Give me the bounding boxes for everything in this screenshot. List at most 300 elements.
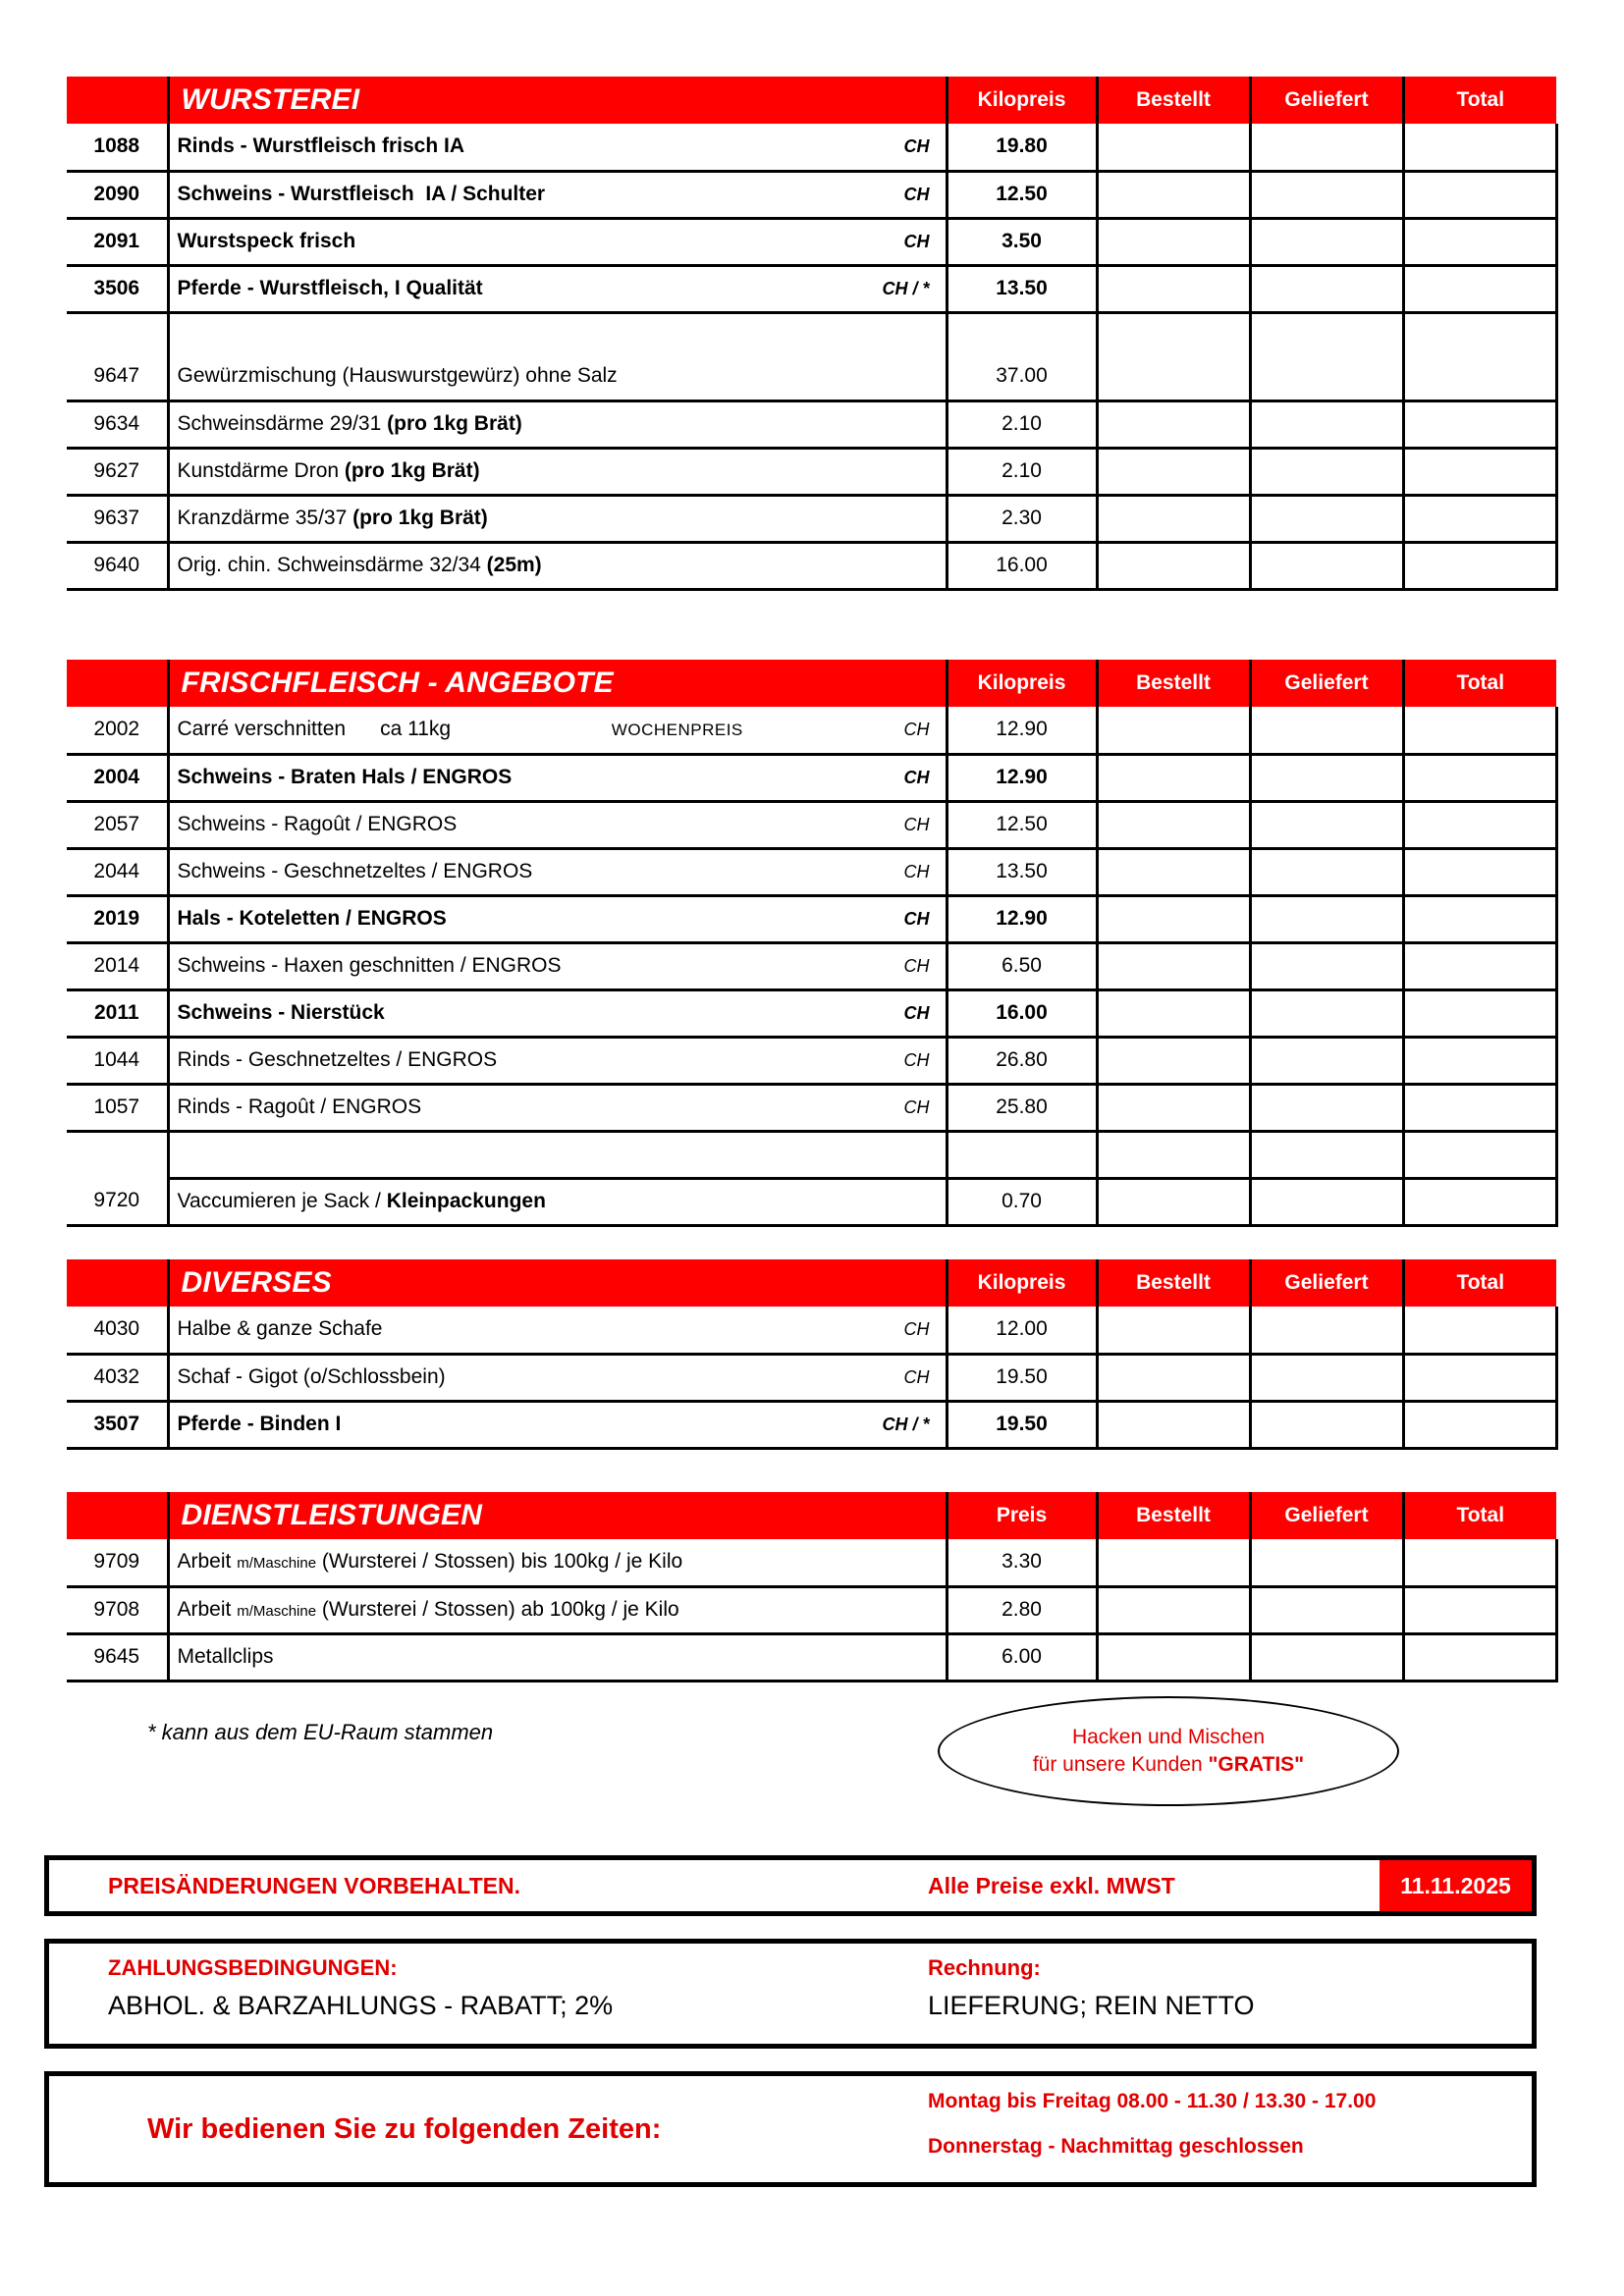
price-list-date: 11.11.2025 <box>1380 1860 1532 1911</box>
article-code: 4032 <box>67 1354 168 1401</box>
article-code: 2004 <box>67 754 168 801</box>
bestellt-input-cell[interactable] <box>1097 895 1250 942</box>
article-description-group <box>178 1645 274 1669</box>
article-price: 6.50 <box>947 942 1097 989</box>
article-price: 6.00 <box>947 1633 1097 1681</box>
geliefert-input-cell[interactable] <box>1250 1586 1403 1633</box>
total-input-cell[interactable] <box>1403 1131 1556 1178</box>
article-description: Carré verschnitten ca 11kg <box>177 718 452 741</box>
column-header-total: Total <box>1403 1492 1556 1539</box>
article-description: Hals - Koteletten / ENGROS <box>177 907 447 930</box>
article-description-cell <box>168 400 947 448</box>
gratis-word: "GRATIS" <box>1208 1753 1305 1776</box>
article-price: 19.50 <box>947 1354 1097 1401</box>
total-input-cell[interactable] <box>1403 400 1556 448</box>
section-header-row <box>67 1259 1556 1307</box>
total-input-cell[interactable] <box>1403 754 1556 801</box>
article-description-cell <box>168 312 947 353</box>
article-code: 1088 <box>67 124 168 171</box>
bestellt-input-cell[interactable] <box>1097 1586 1250 1633</box>
article-note: WOCHENPREIS <box>611 721 743 740</box>
article-price: 19.80 <box>947 124 1097 171</box>
column-header-price: Kilopreis <box>947 1259 1097 1307</box>
article-description-cell <box>168 448 947 495</box>
geliefert-input-cell[interactable] <box>1250 1131 1403 1178</box>
article-origin: CH / * <box>882 279 930 298</box>
bestellt-input-cell[interactable] <box>1097 1131 1250 1178</box>
column-header-geliefert: Geliefert <box>1250 1259 1403 1307</box>
article-origin: CH <box>903 862 930 881</box>
article-description: Schweins - Ragoût / ENGROS <box>177 813 458 835</box>
article-description-cell <box>168 1037 947 1084</box>
article-origin: CH <box>903 1097 930 1117</box>
geliefert-input-cell[interactable] <box>1250 1307 1403 1354</box>
article-description: Vaccumieren je Sack / <box>177 1190 387 1212</box>
article-code: 1057 <box>67 1084 168 1131</box>
total-input-cell[interactable] <box>1403 353 1556 400</box>
geliefert-input-cell[interactable] <box>1250 495 1403 542</box>
total-input-cell[interactable] <box>1403 1354 1556 1401</box>
article-origin: CH <box>903 232 930 251</box>
vat-notice: Alle Preise exkl. MWST <box>928 1872 1175 1898</box>
geliefert-input-cell[interactable] <box>1250 1539 1403 1586</box>
article-description: Metallclips <box>177 1645 274 1668</box>
article-description-cell <box>168 1539 947 1586</box>
bestellt-input-cell[interactable] <box>1097 707 1250 754</box>
article-origin: CH <box>903 1050 930 1070</box>
article-description-group <box>178 364 618 388</box>
article-description-group <box>178 1550 683 1574</box>
article-price <box>947 312 1097 353</box>
article-price: 19.50 <box>947 1401 1097 1448</box>
geliefert-input-cell[interactable] <box>1250 801 1403 848</box>
article-description-group <box>178 954 562 978</box>
table-row <box>67 312 1556 353</box>
article-description: Gewürzmischung (Hauswurstgewürz) ohne Salz <box>177 364 618 388</box>
article-price <box>947 1131 1097 1178</box>
article-description-group <box>178 412 522 436</box>
article-code: 9640 <box>67 542 168 589</box>
article-price: 2.30 <box>947 495 1097 542</box>
payment-terms-label: ZAHLUNGSBEDINGUNGEN: <box>108 1955 398 1980</box>
article-description-group <box>178 230 356 253</box>
geliefert-input-cell[interactable] <box>1250 1037 1403 1084</box>
article-description-cell <box>168 942 947 989</box>
article-price: 12.90 <box>947 707 1097 754</box>
column-header-bestellt: Bestellt <box>1097 1492 1250 1539</box>
article-description-group <box>178 507 488 530</box>
article-description: Wurstspeck frisch <box>177 230 356 252</box>
invoice-label: Rechnung: <box>928 1955 1041 1980</box>
article-description-cell <box>168 1401 947 1448</box>
article-description-group <box>178 1365 446 1389</box>
opening-hours-weekdays: Montag bis Freitag 08.00 - 11.30 / 13.30 - 17.00 <box>928 2090 1377 2112</box>
column-header-price: Preis <box>947 1492 1097 1539</box>
article-origin: CH / * <box>882 1415 930 1434</box>
article-description-cell <box>168 1633 947 1681</box>
column-header-bestellt: Bestellt <box>1097 660 1250 707</box>
geliefert-input-cell[interactable] <box>1250 1354 1403 1401</box>
table-row <box>67 1084 1556 1131</box>
total-input-cell[interactable] <box>1403 1401 1556 1448</box>
article-description-cell <box>168 989 947 1037</box>
article-price: 12.90 <box>947 754 1097 801</box>
section-table <box>67 1259 1558 1450</box>
article-description: Schaf - Gigot (o/Schlossbein) <box>177 1365 446 1388</box>
payment-terms-column <box>108 1955 613 2021</box>
bestellt-input-cell[interactable] <box>1097 1178 1250 1225</box>
article-price: 13.50 <box>947 848 1097 895</box>
geliefert-input-cell[interactable] <box>1250 942 1403 989</box>
table-row <box>67 542 1556 589</box>
article-description: Schweins - Braten Hals / ENGROS <box>177 766 513 788</box>
table-row <box>67 1178 1556 1225</box>
article-code: 9647 <box>67 353 168 400</box>
section-diverses <box>67 1259 1558 1450</box>
article-description: Schweins - Nierstück <box>177 1001 385 1024</box>
bestellt-input-cell[interactable] <box>1097 1307 1250 1354</box>
article-description: Pferde - Wurstfleisch, I Qualität <box>177 277 483 299</box>
section-table <box>67 77 1558 591</box>
column-header-total: Total <box>1403 77 1556 124</box>
total-input-cell[interactable] <box>1403 707 1556 754</box>
bestellt-input-cell[interactable] <box>1097 124 1250 171</box>
article-price: 2.10 <box>947 400 1097 448</box>
article-origin: CH <box>903 815 930 834</box>
article-description-cell <box>168 1354 947 1401</box>
table-row <box>67 171 1556 218</box>
bestellt-input-cell[interactable] <box>1097 848 1250 895</box>
article-price: 25.80 <box>947 1084 1097 1131</box>
article-description: Schweins - Haxen geschnitten / ENGROS <box>177 954 562 977</box>
bestellt-input-cell[interactable] <box>1097 171 1250 218</box>
total-input-cell[interactable] <box>1403 218 1556 265</box>
article-description-group <box>178 554 542 577</box>
geliefert-input-cell[interactable] <box>1250 312 1403 353</box>
article-code: 9709 <box>67 1539 168 1586</box>
bestellt-input-cell[interactable] <box>1097 1037 1250 1084</box>
article-origin: CH <box>903 909 930 929</box>
total-input-cell[interactable] <box>1403 1037 1556 1084</box>
bestellt-input-cell[interactable] <box>1097 1401 1250 1448</box>
article-description-emphasis: (25m) <box>486 554 542 576</box>
total-input-cell[interactable] <box>1403 312 1556 353</box>
section-frischfleisch <box>67 660 1558 1227</box>
article-description-cell <box>168 353 947 400</box>
article-code: 2044 <box>67 848 168 895</box>
article-description: Orig. chin. Schweinsdärme 32/34 <box>177 554 487 576</box>
article-description-group <box>178 183 546 206</box>
article-code: 9627 <box>67 448 168 495</box>
total-input-cell[interactable] <box>1403 1539 1556 1586</box>
total-input-cell[interactable] <box>1403 265 1556 312</box>
total-input-cell[interactable] <box>1403 801 1556 848</box>
article-description: Pferde - Binden I <box>177 1413 342 1435</box>
total-input-cell[interactable] <box>1403 942 1556 989</box>
table-row <box>67 1401 1556 1448</box>
article-code: 9720 <box>67 1178 168 1225</box>
geliefert-input-cell[interactable] <box>1250 400 1403 448</box>
opening-hours-box <box>44 2071 1537 2187</box>
total-input-cell[interactable] <box>1403 448 1556 495</box>
column-header-total: Total <box>1403 1259 1556 1307</box>
article-description-pre: Arbeit <box>177 1550 238 1574</box>
article-code: 2019 <box>67 895 168 942</box>
section-title: DIENSTLEISTUNGEN <box>168 1492 947 1539</box>
geliefert-input-cell[interactable] <box>1250 754 1403 801</box>
table-row <box>67 707 1556 754</box>
article-description-cell <box>168 1084 947 1131</box>
article-code: 2090 <box>67 171 168 218</box>
column-header-bestellt: Bestellt <box>1097 77 1250 124</box>
article-description-emphasis: (pro 1kg Brät) <box>344 459 480 482</box>
total-input-cell[interactable] <box>1403 1178 1556 1225</box>
article-description-group <box>178 1317 383 1341</box>
eu-origin-footnote: * kann aus dem EU-Raum stammen <box>147 1720 494 1744</box>
article-price: 16.00 <box>947 989 1097 1037</box>
total-input-cell[interactable] <box>1403 1633 1556 1681</box>
article-price: 13.50 <box>947 265 1097 312</box>
gratis-line-2 <box>1033 1751 1304 1779</box>
price-notice-box <box>44 1855 1537 1916</box>
table-row <box>67 1354 1556 1401</box>
bestellt-input-cell[interactable] <box>1097 1633 1250 1681</box>
bestellt-input-cell[interactable] <box>1097 801 1250 848</box>
total-input-cell[interactable] <box>1403 848 1556 895</box>
total-input-cell[interactable] <box>1403 1586 1556 1633</box>
article-origin: CH <box>903 1319 930 1340</box>
article-code: 9637 <box>67 495 168 542</box>
bestellt-input-cell[interactable] <box>1097 312 1250 353</box>
article-description-group <box>178 1413 342 1436</box>
table-row <box>67 989 1556 1037</box>
article-description: Rinds - Geschnetzeltes / ENGROS <box>177 1048 498 1071</box>
table-row <box>67 1131 1556 1178</box>
section-table <box>67 660 1558 1227</box>
bestellt-input-cell[interactable] <box>1097 448 1250 495</box>
table-row <box>67 1037 1556 1084</box>
bestellt-input-cell[interactable] <box>1097 754 1250 801</box>
total-input-cell[interactable] <box>1403 124 1556 171</box>
article-description-small: m/Maschine <box>237 1555 317 1573</box>
article-description-cell <box>168 171 947 218</box>
total-input-cell[interactable] <box>1403 1084 1556 1131</box>
article-code: 9634 <box>67 400 168 448</box>
opening-hours-title: Wir bedienen Sie zu folgenden Zeiten: <box>147 2112 662 2145</box>
article-description-cell <box>168 124 947 171</box>
article-description-emphasis: Kleinpackungen <box>386 1190 546 1212</box>
article-description-cell <box>168 801 947 848</box>
article-description-group <box>178 860 533 883</box>
section-title: DIVERSES <box>168 1259 947 1307</box>
section-header-row <box>67 77 1556 124</box>
column-header-price: Kilopreis <box>947 660 1097 707</box>
article-origin: CH <box>903 956 930 976</box>
geliefert-input-cell[interactable] <box>1250 707 1403 754</box>
geliefert-input-cell[interactable] <box>1250 895 1403 942</box>
section-header-row <box>67 1492 1556 1539</box>
article-description-group <box>178 813 458 836</box>
geliefert-input-cell[interactable] <box>1250 1401 1403 1448</box>
gratis-line-1: Hacken und Mischen <box>1071 1725 1266 1748</box>
article-code: 1044 <box>67 1037 168 1084</box>
article-description-group <box>178 277 483 300</box>
article-price: 0.70 <box>947 1178 1097 1225</box>
article-description-group <box>178 134 465 158</box>
total-input-cell[interactable] <box>1403 895 1556 942</box>
bestellt-input-cell[interactable] <box>1097 353 1250 400</box>
section-table <box>67 1492 1558 1682</box>
payment-terms-value: ABHOL. & BARZAHLUNGS - RABATT; 2% <box>108 1991 614 2020</box>
geliefert-input-cell[interactable] <box>1250 218 1403 265</box>
article-description-group <box>178 766 513 789</box>
article-code: 9708 <box>67 1586 168 1633</box>
bestellt-input-cell[interactable] <box>1097 1539 1250 1586</box>
section-wursterei <box>67 77 1558 591</box>
article-price: 12.00 <box>947 1307 1097 1354</box>
table-row <box>67 1539 1556 1586</box>
section-dienstleistungen <box>67 1492 1558 1682</box>
article-description-group <box>178 1598 679 1622</box>
section-header-spacer <box>67 1492 168 1539</box>
table-row <box>67 400 1556 448</box>
geliefert-input-cell[interactable] <box>1250 265 1403 312</box>
article-description-emphasis: (pro 1kg Brät) <box>352 507 488 529</box>
invoice-terms-column <box>928 1955 1255 2021</box>
bestellt-input-cell[interactable] <box>1097 1354 1250 1401</box>
total-input-cell[interactable] <box>1403 542 1556 589</box>
article-origin: CH <box>903 1003 930 1023</box>
geliefert-input-cell[interactable] <box>1250 848 1403 895</box>
article-code: 2057 <box>67 801 168 848</box>
article-code: 4030 <box>67 1307 168 1354</box>
article-description: Halbe & ganze Schafe <box>177 1317 383 1341</box>
bestellt-input-cell[interactable] <box>1097 218 1250 265</box>
bestellt-input-cell[interactable] <box>1097 495 1250 542</box>
article-code <box>67 1131 168 1178</box>
bestellt-input-cell[interactable] <box>1097 542 1250 589</box>
article-origin: CH <box>903 720 930 740</box>
column-header-geliefert: Geliefert <box>1250 1492 1403 1539</box>
geliefert-input-cell[interactable] <box>1250 353 1403 400</box>
article-price: 2.10 <box>947 448 1097 495</box>
article-description-emphasis: (pro 1kg Brät) <box>387 412 522 435</box>
article-code: 9645 <box>67 1633 168 1681</box>
geliefert-input-cell[interactable] <box>1250 1084 1403 1131</box>
article-description: Kranzdärme 35/37 <box>177 507 353 529</box>
article-description-cell <box>168 265 947 312</box>
article-price: 37.00 <box>947 353 1097 400</box>
article-description-pre: Arbeit <box>177 1598 238 1621</box>
geliefert-input-cell[interactable] <box>1250 1178 1403 1225</box>
article-description-cell <box>168 848 947 895</box>
article-origin: CH <box>903 1367 930 1387</box>
article-description-cell <box>168 542 947 589</box>
article-code: 2014 <box>67 942 168 989</box>
article-price: 3.50 <box>947 218 1097 265</box>
article-description-group <box>178 1048 498 1072</box>
table-row <box>67 218 1556 265</box>
article-description: (Wursterei / Stossen) ab 100kg / je Kilo <box>316 1598 679 1621</box>
payment-terms-box <box>44 1939 1537 2049</box>
bestellt-input-cell[interactable] <box>1097 942 1250 989</box>
table-row <box>67 495 1556 542</box>
article-price: 12.90 <box>947 895 1097 942</box>
geliefert-input-cell[interactable] <box>1250 1633 1403 1681</box>
article-description-cell <box>168 754 947 801</box>
article-code: 3506 <box>67 265 168 312</box>
article-description-cell <box>168 1586 947 1633</box>
column-header-geliefert: Geliefert <box>1250 77 1403 124</box>
article-code <box>67 312 168 353</box>
column-header-price: Kilopreis <box>947 77 1097 124</box>
total-input-cell[interactable] <box>1403 989 1556 1037</box>
geliefert-input-cell[interactable] <box>1250 542 1403 589</box>
article-price: 3.30 <box>947 1539 1097 1586</box>
bestellt-input-cell[interactable] <box>1097 1084 1250 1131</box>
article-description: Schweins - Geschnetzeltes / ENGROS <box>177 860 533 882</box>
bestellt-input-cell[interactable] <box>1097 400 1250 448</box>
article-description-cell <box>168 707 947 754</box>
article-description: Kunstdärme Dron <box>177 459 345 482</box>
table-row <box>67 942 1556 989</box>
article-description: Rinds - Ragoût / ENGROS <box>177 1095 422 1118</box>
gratis-line-2-pre: für unsere Kunden <box>1032 1753 1209 1776</box>
article-description-cell <box>168 1131 947 1178</box>
article-code: 2002 <box>67 707 168 754</box>
geliefert-input-cell[interactable] <box>1250 171 1403 218</box>
article-description-group <box>178 907 447 931</box>
gratis-callout <box>938 1696 1399 1806</box>
section-header-spacer <box>67 660 168 707</box>
table-row <box>67 801 1556 848</box>
total-input-cell[interactable] <box>1403 495 1556 542</box>
article-description: (Wursterei / Stossen) bis 100kg / je Kilo <box>316 1550 683 1574</box>
section-title: FRISCHFLEISCH - ANGEBOTE <box>168 660 947 707</box>
section-header-row <box>67 660 1556 707</box>
bestellt-input-cell[interactable] <box>1097 265 1250 312</box>
table-row <box>67 265 1556 312</box>
invoice-value: LIEFERUNG; REIN NETTO <box>928 1991 1255 2020</box>
article-description-group <box>178 1095 422 1119</box>
total-input-cell[interactable] <box>1403 1307 1556 1354</box>
opening-hours-thursday: Donnerstag - Nachmittag geschlossen <box>928 2135 1304 2158</box>
table-row <box>67 1633 1556 1681</box>
geliefert-input-cell[interactable] <box>1250 124 1403 171</box>
bestellt-input-cell[interactable] <box>1097 989 1250 1037</box>
section-header-spacer <box>67 1259 168 1307</box>
price-change-notice: PREISÄNDERUNGEN VORBEHALTEN. <box>108 1872 520 1898</box>
geliefert-input-cell[interactable] <box>1250 448 1403 495</box>
total-input-cell[interactable] <box>1403 171 1556 218</box>
article-code: 2011 <box>67 989 168 1037</box>
table-row <box>67 848 1556 895</box>
article-description-cell <box>168 1307 947 1354</box>
table-row <box>67 1586 1556 1633</box>
table-row <box>67 895 1556 942</box>
geliefert-input-cell[interactable] <box>1250 989 1403 1037</box>
article-description-cell <box>168 895 947 942</box>
table-row <box>67 448 1556 495</box>
article-price: 12.50 <box>947 171 1097 218</box>
article-description-cell <box>168 218 947 265</box>
table-row <box>67 754 1556 801</box>
table-row <box>67 1307 1556 1354</box>
column-header-geliefert: Geliefert <box>1250 660 1403 707</box>
article-description-small: m/Maschine <box>237 1603 317 1620</box>
column-header-bestellt: Bestellt <box>1097 1259 1250 1307</box>
article-description-group <box>178 1001 385 1025</box>
